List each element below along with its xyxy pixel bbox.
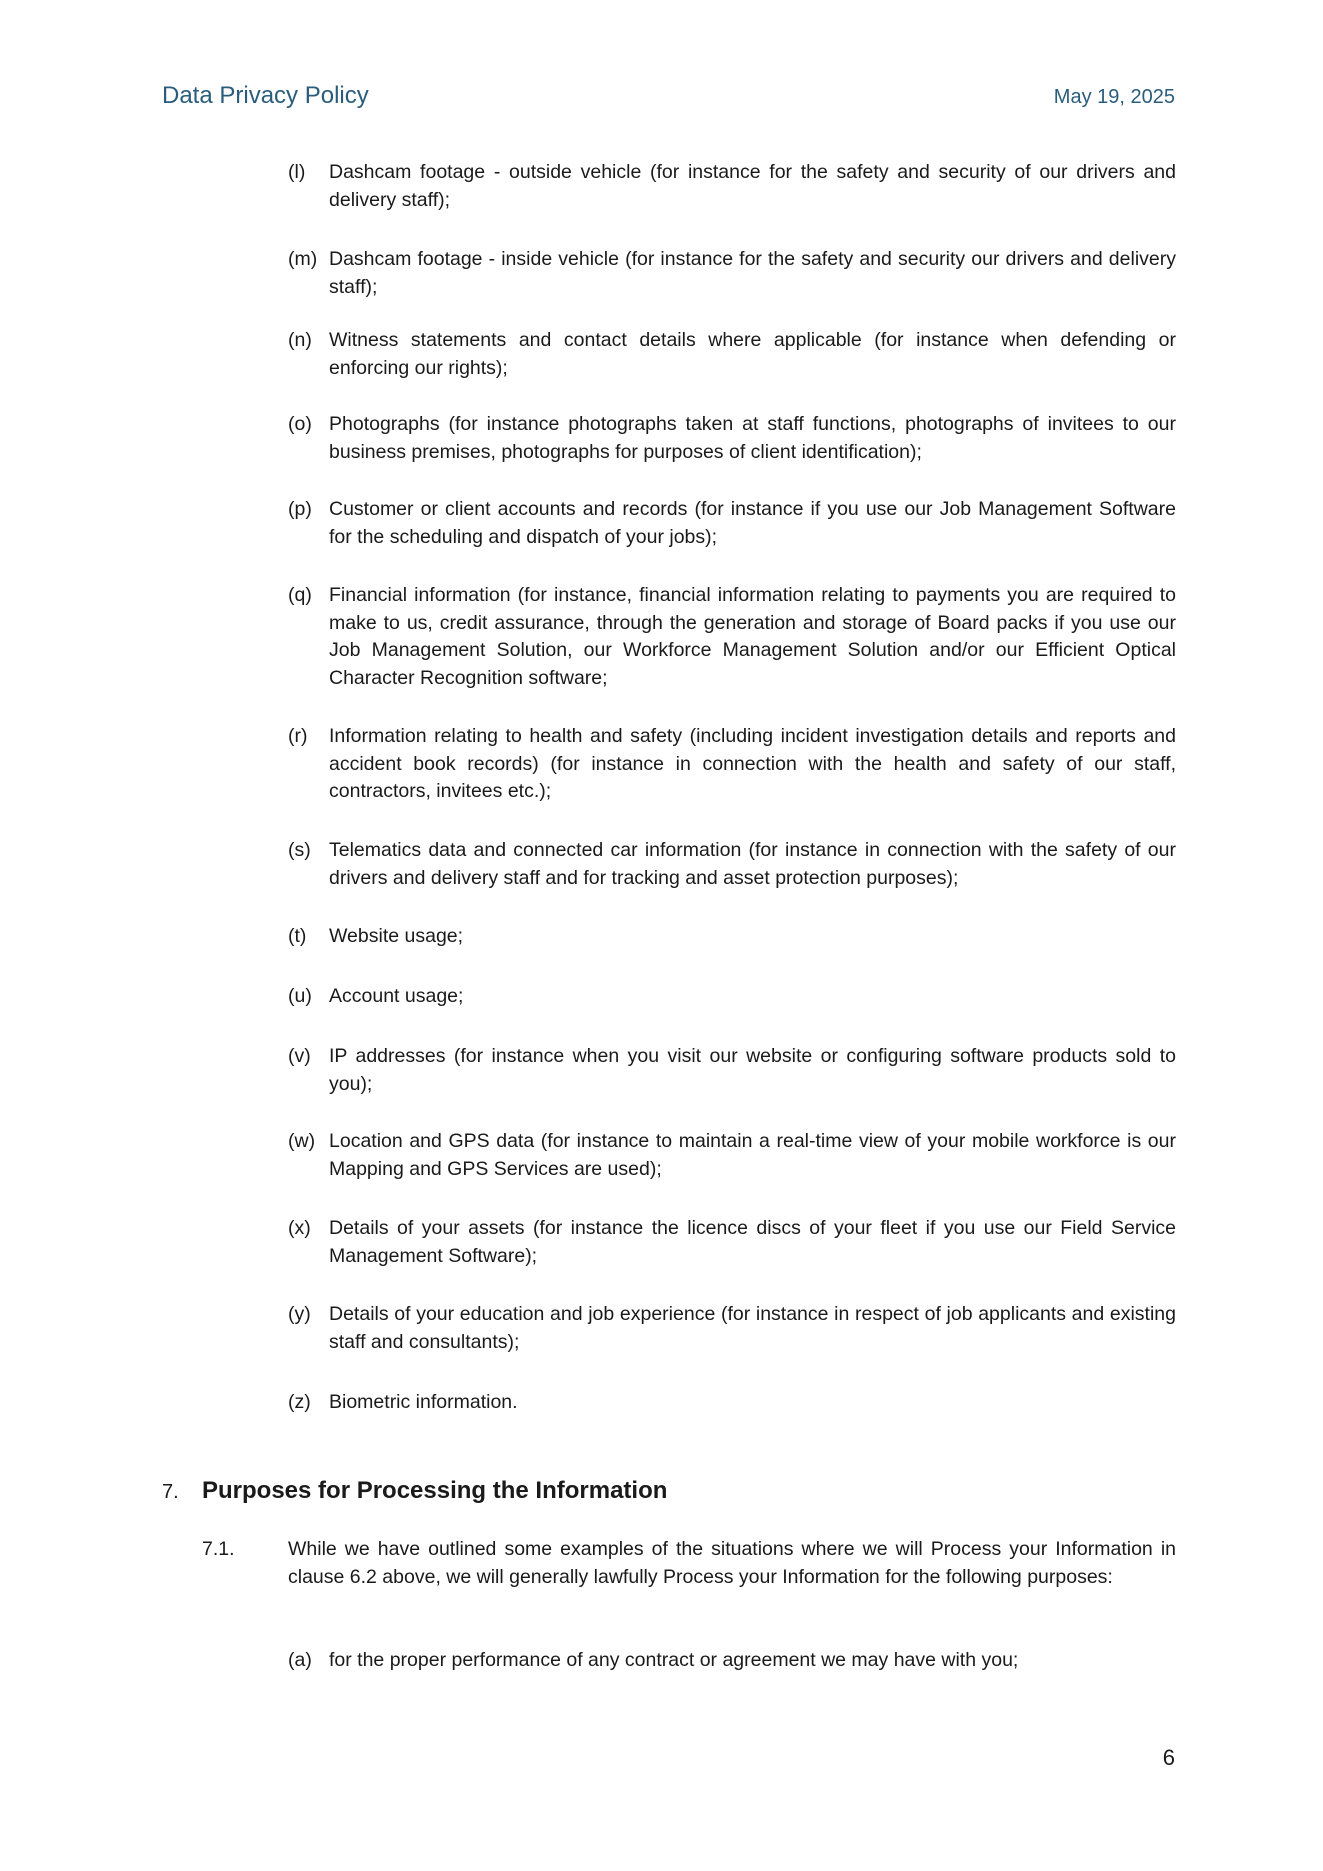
list-item — [288, 837, 1176, 892]
list-item-text: Account usage; — [329, 985, 464, 1007]
list-item-label: (a) — [288, 1649, 312, 1671]
list-item-label: (m) — [288, 248, 318, 270]
list-item-label: (r) — [288, 725, 308, 747]
list-item — [288, 327, 1176, 382]
list-item — [288, 983, 1176, 1011]
list-item — [288, 1301, 1176, 1356]
list-item-text: Website usage; — [329, 925, 464, 947]
list-item — [288, 1215, 1176, 1270]
list-item-label: (q) — [288, 584, 312, 606]
list-item-text: Dashcam footage - outside vehicle (for instance for the safety and security of our drivers and delivery staff); — [329, 161, 1176, 211]
list-item-text: for the proper performance of any contract or agreement we may have with you; — [329, 1649, 1019, 1671]
clause-number: 7.1. — [202, 1538, 235, 1560]
list-item-text: Customer or client accounts and records (for instance if you use our Job Management Software for the scheduling and dispatch of your jobs); — [329, 498, 1176, 548]
section-heading: Purposes for Processing the Information — [202, 1477, 668, 1504]
section-number: 7. — [162, 1481, 179, 1503]
document-date: May 19, 2025 — [1053, 86, 1175, 108]
list-item — [288, 582, 1176, 692]
list-item-text: Photographs (for instance photographs taken at staff functions, photographs of invitees to our business premises, photographs for purposes of client identification); — [329, 413, 1176, 463]
list-item — [288, 1043, 1176, 1098]
clause-paragraph — [202, 1536, 1176, 1591]
list-item-label: (y) — [288, 1303, 311, 1325]
list-item — [288, 159, 1176, 214]
list-item-label: (x) — [288, 1217, 311, 1239]
list-item-text: Witness statements and contact details where applicable (for instance when defending or enforcing our rights); — [329, 329, 1176, 379]
list-item-text: Information relating to health and safety (including incident investigation details and reports and accident book records) (for instance in connection with the health and safety of our staff, contractors, invitees etc.); — [329, 725, 1176, 802]
list-item-label: (w) — [288, 1130, 316, 1152]
list-item — [288, 1128, 1176, 1183]
list-item-text: Details of your education and job experience (for instance in respect of job applicants and existing staff and consultants); — [329, 1303, 1176, 1353]
list-item — [288, 923, 1176, 951]
list-item — [288, 496, 1176, 551]
list-item — [288, 246, 1176, 301]
list-item — [288, 1389, 1176, 1417]
list-item-text: Dashcam footage - inside vehicle (for instance for the safety and security our drivers and delivery staff); — [329, 248, 1176, 298]
list-item-text: Details of your assets (for instance the licence discs of your fleet if you use our Field Service Management Software); — [329, 1217, 1176, 1267]
page-number: 6 — [1162, 1745, 1175, 1770]
list-item-label: (t) — [288, 925, 307, 947]
list-item — [288, 1647, 1176, 1675]
list-item — [288, 411, 1176, 466]
document-title: Data Privacy Policy — [162, 82, 369, 109]
list-item-label: (o) — [288, 413, 312, 435]
list-item-text: Location and GPS data (for instance to maintain a real-time view of your mobile workforce is our Mapping and GPS Services are used); — [329, 1130, 1176, 1180]
list-item-label: (p) — [288, 498, 312, 520]
list-item-text: Financial information (for instance, financial information relating to payments you are required to make to us, credit assurance, through the generation and storage of Board packs if you use our Job Management Solution, our Workforce Management Solution and/or our Efficient Optical Character Recognition software; — [329, 584, 1176, 689]
list-item-text: Telematics data and connected car information (for instance in connection with the safety of our drivers and delivery staff and for tracking and asset protection purposes); — [329, 839, 1176, 889]
list-item-label: (z) — [288, 1391, 311, 1413]
list-item-text: IP addresses (for instance when you visit our website or configuring software products sold to you); — [329, 1045, 1176, 1095]
clause-text: While we have outlined some examples of the situations where we will Process your Information in clause 6.2 above, we will generally lawfully Process your Information for the following purposes: — [288, 1538, 1176, 1588]
list-item-label: (u) — [288, 985, 312, 1007]
page-header — [162, 80, 1175, 112]
list-item-label: (l) — [288, 161, 306, 183]
list-item-label: (s) — [288, 839, 311, 861]
list-item — [288, 723, 1176, 806]
list-item-label: (v) — [288, 1045, 311, 1067]
list-item-label: (n) — [288, 329, 312, 351]
list-item-text: Biometric information. — [329, 1391, 518, 1413]
